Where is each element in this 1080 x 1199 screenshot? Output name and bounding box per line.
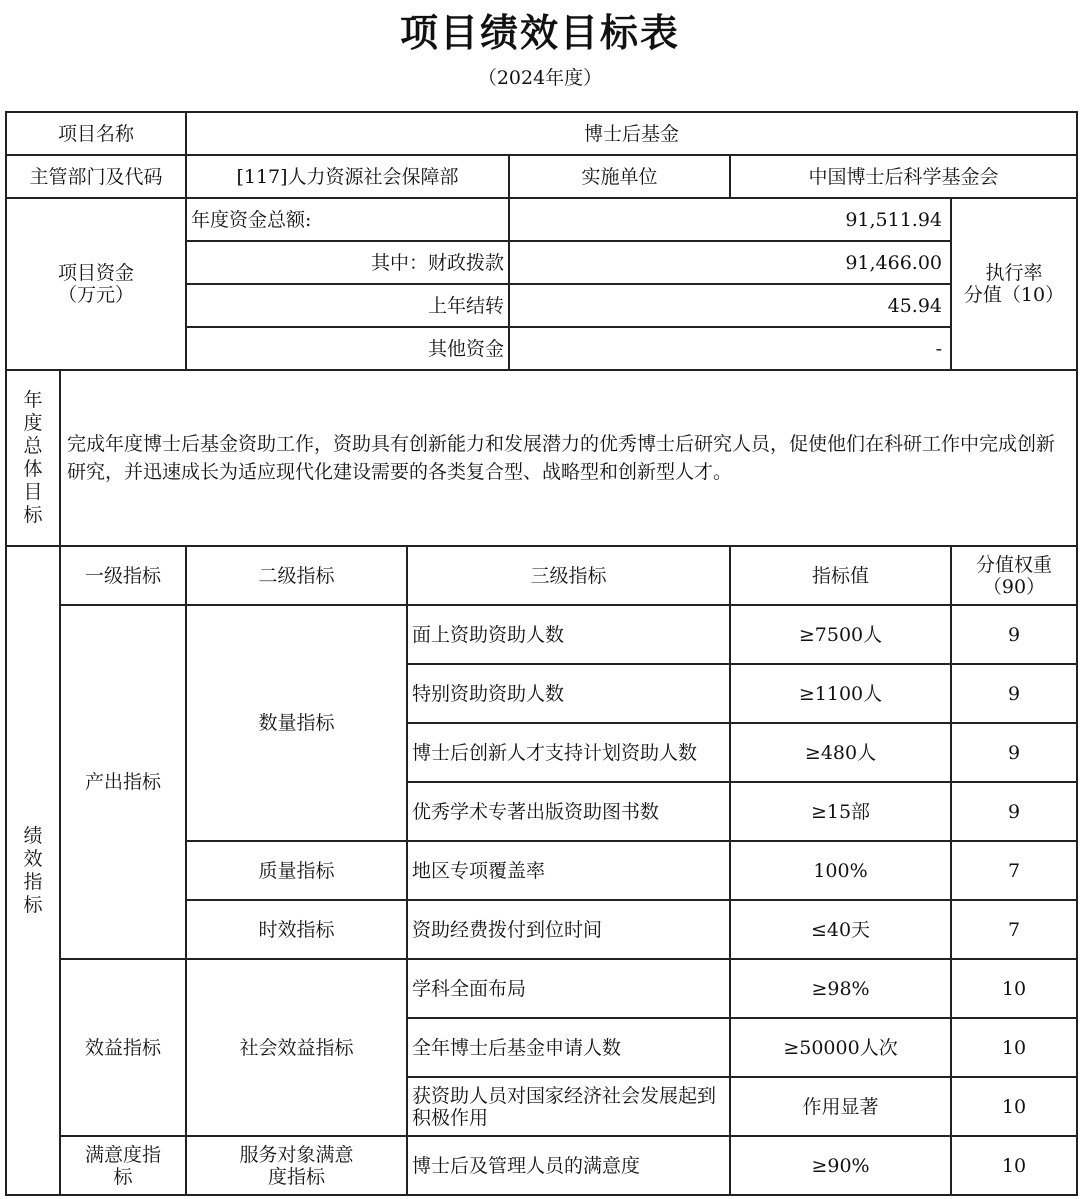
header-level3: 三级指标 (407, 546, 730, 605)
funds-fiscal-label: 其中：财政拨款 (186, 241, 509, 284)
funds-total-label: 年度资金总额: (186, 198, 509, 241)
execution-rate-score (951, 198, 1077, 370)
department-row (6, 155, 1077, 198)
indicator-weight: 10 (951, 1018, 1077, 1077)
department-value: [117]人力资源社会保障部 (186, 155, 509, 198)
indicator-weight: 9 (951, 782, 1077, 841)
indicator-name: 地区专项覆盖率 (407, 841, 730, 900)
indicator-weight: 7 (951, 900, 1077, 959)
annual-goal-label (6, 370, 60, 546)
performance-indicators-label-text: 绩效指标 (23, 824, 43, 916)
implementing-unit-label: 实施单位 (509, 155, 730, 198)
indicator-value: ≥50000人次 (730, 1018, 951, 1077)
header-level2: 二级指标 (186, 546, 407, 605)
table-row (6, 605, 1077, 664)
indicator-name: 面上资助资助人数 (407, 605, 730, 664)
project-funds-label-line1: 项目资金 (58, 262, 135, 284)
indicator-value: ≥15部 (730, 782, 951, 841)
group-satisfaction-text: 满意度指标 (84, 1143, 161, 1188)
year-subtitle: （2024年度） (477, 67, 603, 89)
project-funds-label-line2: （万元） (58, 284, 135, 306)
group-benefit: 效益指标 (60, 959, 186, 1136)
project-name-value: 博士后基金 (186, 112, 1077, 155)
indicator-name: 全年博士后基金申请人数 (407, 1018, 730, 1077)
table-row (6, 1136, 1077, 1195)
funds-carryover-label: 上年结转 (186, 284, 509, 327)
header-level1: 一级指标 (60, 546, 186, 605)
group-social: 社会效益指标 (186, 959, 407, 1136)
indicator-name: 学科全面布局 (407, 959, 730, 1018)
group-service-text: 服务对象满意度指标 (239, 1143, 354, 1188)
implementing-unit-value: 中国博士后科学基金会 (730, 155, 1077, 198)
header-weight (951, 546, 1077, 605)
performance-table (5, 111, 1078, 1196)
indicator-value: 100% (730, 841, 951, 900)
funds-other-label: 其他资金 (186, 327, 509, 370)
indicator-name: 博士后及管理人员的满意度 (407, 1136, 730, 1195)
indicator-weight: 10 (951, 1077, 1077, 1136)
indicator-value: ≥480人 (730, 723, 951, 782)
indicator-weight: 10 (951, 959, 1077, 1018)
funds-fiscal-value: 91,466.00 (509, 241, 951, 284)
page-title: 项目绩效目标表 (399, 11, 680, 55)
indicator-value: ≥1100人 (730, 664, 951, 723)
group-output: 产出指标 (60, 605, 186, 959)
header-weight-line2: （90） (982, 575, 1046, 598)
indicator-value: ≤40天 (730, 900, 951, 959)
indicator-value: 作用显著 (730, 1077, 951, 1136)
funds-total-row (6, 198, 1077, 241)
indicator-weight: 10 (951, 1136, 1077, 1195)
header-value: 指标值 (730, 546, 951, 605)
indicator-weight: 7 (951, 841, 1077, 900)
indicator-name: 资助经费拨付到位时间 (407, 900, 730, 959)
indicator-value: ≥7500人 (730, 605, 951, 664)
group-satisfaction (60, 1136, 186, 1195)
table-row (6, 959, 1077, 1018)
group-timeliness: 时效指标 (186, 900, 407, 959)
performance-indicators-label (6, 546, 60, 1195)
indicator-name: 特别资助资助人数 (407, 664, 730, 723)
funds-carryover-value: 45.94 (509, 284, 951, 327)
indicator-value: ≥90% (730, 1136, 951, 1195)
indicator-weight: 9 (951, 605, 1077, 664)
group-quantity: 数量指标 (186, 605, 407, 841)
project-name-label: 项目名称 (6, 112, 186, 155)
indicator-name: 获资助人员对国家经济社会发展起到积极作用 (407, 1077, 730, 1136)
annual-goal-label-text: 年度总体目标 (23, 389, 43, 526)
funds-total-value: 91,511.94 (509, 198, 951, 241)
indicator-header-row (6, 546, 1077, 605)
annual-goal-text: 完成年度博士后基金资助工作，资助具有创新能力和发展潜力的优秀博士后研究人员，促使他们在科研工作中完成创新研究，并迅速成长为适应现代化建设需要的各类复合型、战略型和创新型人才。 (60, 370, 1077, 546)
indicator-weight: 9 (951, 664, 1077, 723)
indicator-name: 博士后创新人才支持计划资助人数 (407, 723, 730, 782)
indicator-name: 优秀学术专著出版资助图书数 (407, 782, 730, 841)
indicator-weight: 9 (951, 723, 1077, 782)
department-label: 主管部门及代码 (6, 155, 186, 198)
group-service (186, 1136, 407, 1195)
execution-rate-line2: 分值（10） (963, 284, 1065, 306)
annual-goal-row (6, 370, 1077, 546)
execution-rate-line1: 执行率 (985, 262, 1043, 284)
group-quality: 质量指标 (186, 841, 407, 900)
project-name-row (6, 112, 1077, 155)
header-weight-line1: 分值权重 (976, 553, 1053, 576)
funds-other-value: - (509, 327, 951, 370)
indicator-value: ≥98% (730, 959, 951, 1018)
project-funds-label (6, 198, 186, 370)
